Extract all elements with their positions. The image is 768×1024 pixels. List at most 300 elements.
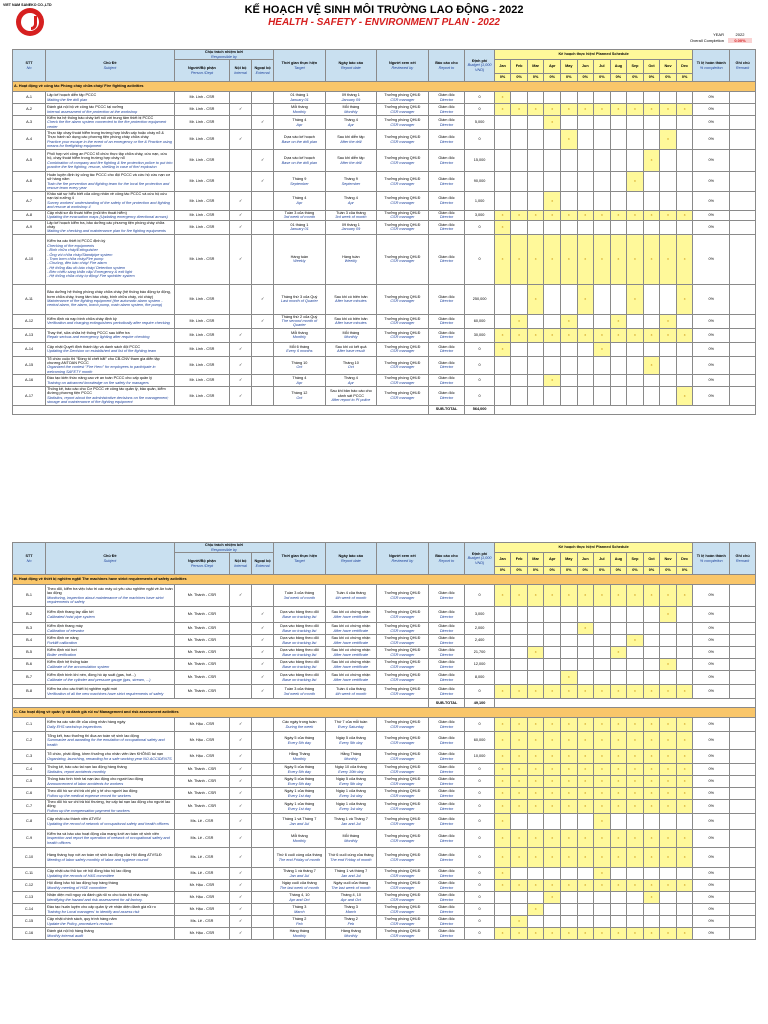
month-cell-dec[interactable] (676, 585, 693, 607)
month-cell-jul[interactable] (594, 623, 611, 635)
month-cell-mar[interactable] (527, 172, 544, 192)
month-cell-nov[interactable] (660, 172, 677, 192)
month-cell-apr[interactable] (544, 234, 561, 284)
month-cell-jun[interactable] (577, 904, 594, 916)
month-cell-mar[interactable] (527, 375, 544, 387)
month-cell-oct[interactable] (643, 356, 660, 374)
month-cell-jan[interactable] (494, 328, 511, 342)
month-cell-dec[interactable] (676, 172, 693, 192)
month-cell-feb[interactable] (511, 328, 528, 342)
month-cell-feb[interactable] (511, 685, 528, 699)
month-cell-jan[interactable] (494, 685, 511, 699)
month-cell-nov[interactable] (660, 104, 677, 116)
month-cell-mar[interactable] (527, 904, 544, 916)
month-cell-mar[interactable] (527, 685, 544, 699)
month-cell-jan[interactable] (494, 607, 511, 623)
month-cell-feb[interactable] (511, 607, 528, 623)
month-cell-oct[interactable] (643, 750, 660, 764)
month-cell-jul[interactable] (594, 868, 611, 880)
month-cell-mar[interactable] (527, 880, 544, 892)
month-cell-may[interactable] (560, 375, 577, 387)
month-cell-mar[interactable] (527, 92, 544, 104)
month-cell-may[interactable] (560, 830, 577, 848)
month-cell-aug[interactable] (610, 671, 627, 685)
month-cell-jul[interactable] (594, 130, 611, 150)
month-cell-jun[interactable] (577, 814, 594, 830)
month-cell-jul[interactable] (594, 928, 611, 940)
month-cell-jul[interactable] (594, 150, 611, 172)
month-cell-apr[interactable] (544, 776, 561, 788)
month-cell-oct[interactable] (643, 880, 660, 892)
month-cell-jun[interactable] (577, 880, 594, 892)
month-cell-feb[interactable] (511, 647, 528, 659)
month-cell-oct[interactable] (643, 868, 660, 880)
month-cell-mar[interactable] (527, 732, 544, 750)
month-cell-feb[interactable] (511, 814, 528, 830)
month-cell-jun[interactable] (577, 375, 594, 387)
month-cell-oct[interactable] (643, 671, 660, 685)
month-cell-may[interactable] (560, 776, 577, 788)
month-cell-aug[interactable] (610, 916, 627, 928)
month-cell-sep[interactable] (627, 718, 644, 732)
month-cell-jun[interactable] (577, 104, 594, 116)
month-cell-may[interactable] (560, 623, 577, 635)
month-cell-sep[interactable] (627, 868, 644, 880)
month-cell-oct[interactable] (643, 814, 660, 830)
month-cell-oct[interactable] (643, 387, 660, 405)
month-cell-nov[interactable] (660, 764, 677, 776)
month-cell-jan[interactable] (494, 585, 511, 607)
month-cell-aug[interactable] (610, 220, 627, 234)
month-cell-aug[interactable] (610, 764, 627, 776)
month-cell-jul[interactable] (594, 104, 611, 116)
month-cell-oct[interactable] (643, 92, 660, 104)
month-cell-may[interactable] (560, 916, 577, 928)
month-cell-oct[interactable] (643, 800, 660, 814)
month-cell-may[interactable] (560, 356, 577, 374)
month-cell-jun[interactable] (577, 732, 594, 750)
month-cell-jan[interactable] (494, 788, 511, 800)
month-cell-dec[interactable] (676, 623, 693, 635)
month-cell-nov[interactable] (660, 776, 677, 788)
month-cell-aug[interactable] (610, 130, 627, 150)
month-cell-oct[interactable] (643, 585, 660, 607)
month-cell-oct[interactable] (643, 342, 660, 356)
month-cell-dec[interactable] (676, 916, 693, 928)
month-cell-feb[interactable] (511, 788, 528, 800)
month-cell-sep[interactable] (627, 172, 644, 192)
month-cell-mar[interactable] (527, 104, 544, 116)
month-cell-jan[interactable] (494, 375, 511, 387)
month-cell-jul[interactable] (594, 328, 611, 342)
month-cell-oct[interactable] (643, 647, 660, 659)
month-cell-jan[interactable] (494, 800, 511, 814)
month-cell-apr[interactable] (544, 387, 561, 405)
month-cell-oct[interactable] (643, 328, 660, 342)
month-cell-jul[interactable] (594, 764, 611, 776)
month-cell-jul[interactable] (594, 800, 611, 814)
month-cell-aug[interactable] (610, 387, 627, 405)
month-cell-oct[interactable] (643, 904, 660, 916)
month-cell-jun[interactable] (577, 671, 594, 685)
month-cell-oct[interactable] (643, 284, 660, 314)
month-cell-jan[interactable] (494, 387, 511, 405)
month-cell-oct[interactable] (643, 607, 660, 623)
month-cell-feb[interactable] (511, 830, 528, 848)
month-cell-nov[interactable] (660, 342, 677, 356)
month-cell-nov[interactable] (660, 685, 677, 699)
month-cell-jul[interactable] (594, 788, 611, 800)
month-cell-aug[interactable] (610, 607, 627, 623)
month-cell-apr[interactable] (544, 830, 561, 848)
month-cell-dec[interactable] (676, 116, 693, 130)
month-cell-oct[interactable] (643, 172, 660, 192)
month-cell-sep[interactable] (627, 284, 644, 314)
month-cell-oct[interactable] (643, 234, 660, 284)
month-cell-nov[interactable] (660, 234, 677, 284)
month-cell-dec[interactable] (676, 356, 693, 374)
month-cell-aug[interactable] (610, 172, 627, 192)
month-cell-aug[interactable] (610, 585, 627, 607)
month-cell-jan[interactable] (494, 750, 511, 764)
month-cell-apr[interactable] (544, 635, 561, 647)
month-cell-nov[interactable] (660, 210, 677, 220)
month-cell-sep[interactable] (627, 234, 644, 284)
month-cell-aug[interactable] (610, 776, 627, 788)
month-cell-jan[interactable] (494, 764, 511, 776)
month-cell-may[interactable] (560, 764, 577, 776)
month-cell-jul[interactable] (594, 671, 611, 685)
month-cell-jun[interactable] (577, 788, 594, 800)
month-cell-apr[interactable] (544, 375, 561, 387)
month-cell-mar[interactable] (527, 150, 544, 172)
month-cell-jan[interactable] (494, 172, 511, 192)
month-cell-jan[interactable] (494, 210, 511, 220)
month-cell-oct[interactable] (643, 916, 660, 928)
month-cell-sep[interactable] (627, 210, 644, 220)
month-cell-apr[interactable] (544, 916, 561, 928)
month-cell-nov[interactable] (660, 750, 677, 764)
month-cell-mar[interactable] (527, 868, 544, 880)
month-cell-feb[interactable] (511, 776, 528, 788)
month-cell-dec[interactable] (676, 192, 693, 210)
month-cell-mar[interactable] (527, 130, 544, 150)
month-cell-jun[interactable] (577, 387, 594, 405)
month-cell-may[interactable] (560, 328, 577, 342)
month-cell-jun[interactable] (577, 623, 594, 635)
month-cell-apr[interactable] (544, 685, 561, 699)
month-cell-sep[interactable] (627, 92, 644, 104)
month-cell-jul[interactable] (594, 284, 611, 314)
month-cell-jan[interactable] (494, 848, 511, 868)
month-cell-mar[interactable] (527, 764, 544, 776)
month-cell-jun[interactable] (577, 848, 594, 868)
month-cell-feb[interactable] (511, 928, 528, 940)
month-cell-jan[interactable] (494, 659, 511, 671)
month-cell-jul[interactable] (594, 220, 611, 234)
month-cell-oct[interactable] (643, 220, 660, 234)
month-cell-jan[interactable] (494, 928, 511, 940)
month-cell-may[interactable] (560, 234, 577, 284)
month-cell-jul[interactable] (594, 776, 611, 788)
month-cell-sep[interactable] (627, 830, 644, 848)
month-cell-apr[interactable] (544, 356, 561, 374)
month-cell-jul[interactable] (594, 234, 611, 284)
month-cell-nov[interactable] (660, 892, 677, 904)
month-cell-feb[interactable] (511, 116, 528, 130)
month-cell-sep[interactable] (627, 342, 644, 356)
month-cell-jun[interactable] (577, 356, 594, 374)
month-cell-feb[interactable] (511, 92, 528, 104)
month-cell-jun[interactable] (577, 607, 594, 623)
month-cell-nov[interactable] (660, 607, 677, 623)
month-cell-jun[interactable] (577, 718, 594, 732)
month-cell-feb[interactable] (511, 342, 528, 356)
month-cell-apr[interactable] (544, 92, 561, 104)
month-cell-oct[interactable] (643, 210, 660, 220)
month-cell-apr[interactable] (544, 150, 561, 172)
month-cell-apr[interactable] (544, 671, 561, 685)
month-cell-may[interactable] (560, 172, 577, 192)
month-cell-apr[interactable] (544, 892, 561, 904)
month-cell-nov[interactable] (660, 150, 677, 172)
month-cell-sep[interactable] (627, 328, 644, 342)
month-cell-jul[interactable] (594, 904, 611, 916)
month-cell-jul[interactable] (594, 116, 611, 130)
month-cell-sep[interactable] (627, 356, 644, 374)
month-cell-nov[interactable] (660, 830, 677, 848)
month-cell-dec[interactable] (676, 830, 693, 848)
month-cell-dec[interactable] (676, 387, 693, 405)
month-cell-jul[interactable] (594, 814, 611, 830)
month-cell-sep[interactable] (627, 848, 644, 868)
month-cell-dec[interactable] (676, 647, 693, 659)
month-cell-aug[interactable] (610, 116, 627, 130)
month-cell-dec[interactable] (676, 848, 693, 868)
month-cell-feb[interactable] (511, 314, 528, 328)
month-cell-jul[interactable] (594, 880, 611, 892)
month-cell-dec[interactable] (676, 284, 693, 314)
month-cell-sep[interactable] (627, 607, 644, 623)
month-cell-apr[interactable] (544, 788, 561, 800)
month-cell-sep[interactable] (627, 916, 644, 928)
month-cell-jan[interactable] (494, 104, 511, 116)
month-cell-feb[interactable] (511, 848, 528, 868)
month-cell-feb[interactable] (511, 880, 528, 892)
month-cell-mar[interactable] (527, 659, 544, 671)
month-cell-dec[interactable] (676, 314, 693, 328)
month-cell-dec[interactable] (676, 750, 693, 764)
month-cell-nov[interactable] (660, 671, 677, 685)
month-cell-jun[interactable] (577, 116, 594, 130)
month-cell-nov[interactable] (660, 220, 677, 234)
month-cell-feb[interactable] (511, 104, 528, 116)
month-cell-jan[interactable] (494, 635, 511, 647)
month-cell-nov[interactable] (660, 904, 677, 916)
month-cell-jul[interactable] (594, 892, 611, 904)
month-cell-jul[interactable] (594, 685, 611, 699)
month-cell-jun[interactable] (577, 210, 594, 220)
month-cell-dec[interactable] (676, 776, 693, 788)
month-cell-jan[interactable] (494, 814, 511, 830)
month-cell-sep[interactable] (627, 685, 644, 699)
month-cell-oct[interactable] (643, 104, 660, 116)
month-cell-sep[interactable] (627, 788, 644, 800)
month-cell-aug[interactable] (610, 92, 627, 104)
month-cell-may[interactable] (560, 104, 577, 116)
month-cell-feb[interactable] (511, 916, 528, 928)
month-cell-feb[interactable] (511, 387, 528, 405)
month-cell-jun[interactable] (577, 220, 594, 234)
month-cell-apr[interactable] (544, 904, 561, 916)
month-cell-dec[interactable] (676, 880, 693, 892)
month-cell-dec[interactable] (676, 892, 693, 904)
month-cell-nov[interactable] (660, 116, 677, 130)
month-cell-feb[interactable] (511, 800, 528, 814)
month-cell-dec[interactable] (676, 718, 693, 732)
month-cell-jun[interactable] (577, 685, 594, 699)
month-cell-sep[interactable] (627, 659, 644, 671)
month-cell-dec[interactable] (676, 671, 693, 685)
month-cell-aug[interactable] (610, 718, 627, 732)
month-cell-feb[interactable] (511, 671, 528, 685)
month-cell-apr[interactable] (544, 764, 561, 776)
month-cell-jan[interactable] (494, 116, 511, 130)
month-cell-aug[interactable] (610, 635, 627, 647)
month-cell-aug[interactable] (610, 375, 627, 387)
month-cell-nov[interactable] (660, 647, 677, 659)
month-cell-dec[interactable] (676, 234, 693, 284)
month-cell-oct[interactable] (643, 928, 660, 940)
month-cell-dec[interactable] (676, 685, 693, 699)
month-cell-mar[interactable] (527, 585, 544, 607)
month-cell-jan[interactable] (494, 284, 511, 314)
month-cell-dec[interactable] (676, 904, 693, 916)
month-cell-aug[interactable] (610, 234, 627, 284)
month-cell-aug[interactable] (610, 659, 627, 671)
month-cell-sep[interactable] (627, 764, 644, 776)
month-cell-may[interactable] (560, 314, 577, 328)
month-cell-jun[interactable] (577, 892, 594, 904)
month-cell-jun[interactable] (577, 328, 594, 342)
month-cell-oct[interactable] (643, 788, 660, 800)
month-cell-apr[interactable] (544, 192, 561, 210)
month-cell-sep[interactable] (627, 623, 644, 635)
month-cell-feb[interactable] (511, 172, 528, 192)
month-cell-sep[interactable] (627, 220, 644, 234)
month-cell-apr[interactable] (544, 172, 561, 192)
month-cell-may[interactable] (560, 718, 577, 732)
month-cell-may[interactable] (560, 788, 577, 800)
month-cell-oct[interactable] (643, 635, 660, 647)
month-cell-mar[interactable] (527, 830, 544, 848)
month-cell-dec[interactable] (676, 150, 693, 172)
month-cell-jul[interactable] (594, 375, 611, 387)
month-cell-may[interactable] (560, 585, 577, 607)
month-cell-jan[interactable] (494, 718, 511, 732)
month-cell-may[interactable] (560, 880, 577, 892)
month-cell-aug[interactable] (610, 210, 627, 220)
month-cell-sep[interactable] (627, 892, 644, 904)
month-cell-apr[interactable] (544, 607, 561, 623)
month-cell-jun[interactable] (577, 92, 594, 104)
month-cell-nov[interactable] (660, 314, 677, 328)
month-cell-jun[interactable] (577, 284, 594, 314)
month-cell-oct[interactable] (643, 192, 660, 210)
month-cell-mar[interactable] (527, 387, 544, 405)
month-cell-may[interactable] (560, 635, 577, 647)
month-cell-jun[interactable] (577, 800, 594, 814)
month-cell-feb[interactable] (511, 192, 528, 210)
month-cell-apr[interactable] (544, 116, 561, 130)
month-cell-jul[interactable] (594, 732, 611, 750)
month-cell-apr[interactable] (544, 750, 561, 764)
month-cell-aug[interactable] (610, 150, 627, 172)
month-cell-feb[interactable] (511, 150, 528, 172)
month-cell-jan[interactable] (494, 314, 511, 328)
month-cell-mar[interactable] (527, 234, 544, 284)
month-cell-nov[interactable] (660, 635, 677, 647)
month-cell-jan[interactable] (494, 356, 511, 374)
month-cell-feb[interactable] (511, 210, 528, 220)
month-cell-may[interactable] (560, 892, 577, 904)
month-cell-nov[interactable] (660, 192, 677, 210)
month-cell-may[interactable] (560, 848, 577, 868)
month-cell-may[interactable] (560, 750, 577, 764)
month-cell-sep[interactable] (627, 671, 644, 685)
month-cell-jan[interactable] (494, 776, 511, 788)
month-cell-dec[interactable] (676, 104, 693, 116)
month-cell-may[interactable] (560, 659, 577, 671)
month-cell-feb[interactable] (511, 375, 528, 387)
month-cell-feb[interactable] (511, 284, 528, 314)
month-cell-oct[interactable] (643, 848, 660, 868)
month-cell-apr[interactable] (544, 928, 561, 940)
month-cell-dec[interactable] (676, 800, 693, 814)
month-cell-apr[interactable] (544, 623, 561, 635)
month-cell-dec[interactable] (676, 635, 693, 647)
month-cell-may[interactable] (560, 220, 577, 234)
month-cell-feb[interactable] (511, 718, 528, 732)
month-cell-nov[interactable] (660, 284, 677, 314)
month-cell-mar[interactable] (527, 210, 544, 220)
month-cell-feb[interactable] (511, 750, 528, 764)
month-cell-feb[interactable] (511, 220, 528, 234)
month-cell-apr[interactable] (544, 314, 561, 328)
month-cell-nov[interactable] (660, 868, 677, 880)
month-cell-apr[interactable] (544, 210, 561, 220)
month-cell-feb[interactable] (511, 764, 528, 776)
month-cell-feb[interactable] (511, 623, 528, 635)
month-cell-aug[interactable] (610, 880, 627, 892)
month-cell-dec[interactable] (676, 788, 693, 800)
month-cell-jun[interactable] (577, 192, 594, 210)
month-cell-sep[interactable] (627, 150, 644, 172)
month-cell-oct[interactable] (643, 830, 660, 848)
month-cell-oct[interactable] (643, 623, 660, 635)
month-cell-jul[interactable] (594, 916, 611, 928)
month-cell-jan[interactable] (494, 671, 511, 685)
month-cell-sep[interactable] (627, 387, 644, 405)
month-cell-jun[interactable] (577, 585, 594, 607)
month-cell-jun[interactable] (577, 776, 594, 788)
month-cell-aug[interactable] (610, 814, 627, 830)
month-cell-jun[interactable] (577, 342, 594, 356)
month-cell-may[interactable] (560, 671, 577, 685)
month-cell-aug[interactable] (610, 904, 627, 916)
month-cell-may[interactable] (560, 210, 577, 220)
month-cell-sep[interactable] (627, 192, 644, 210)
